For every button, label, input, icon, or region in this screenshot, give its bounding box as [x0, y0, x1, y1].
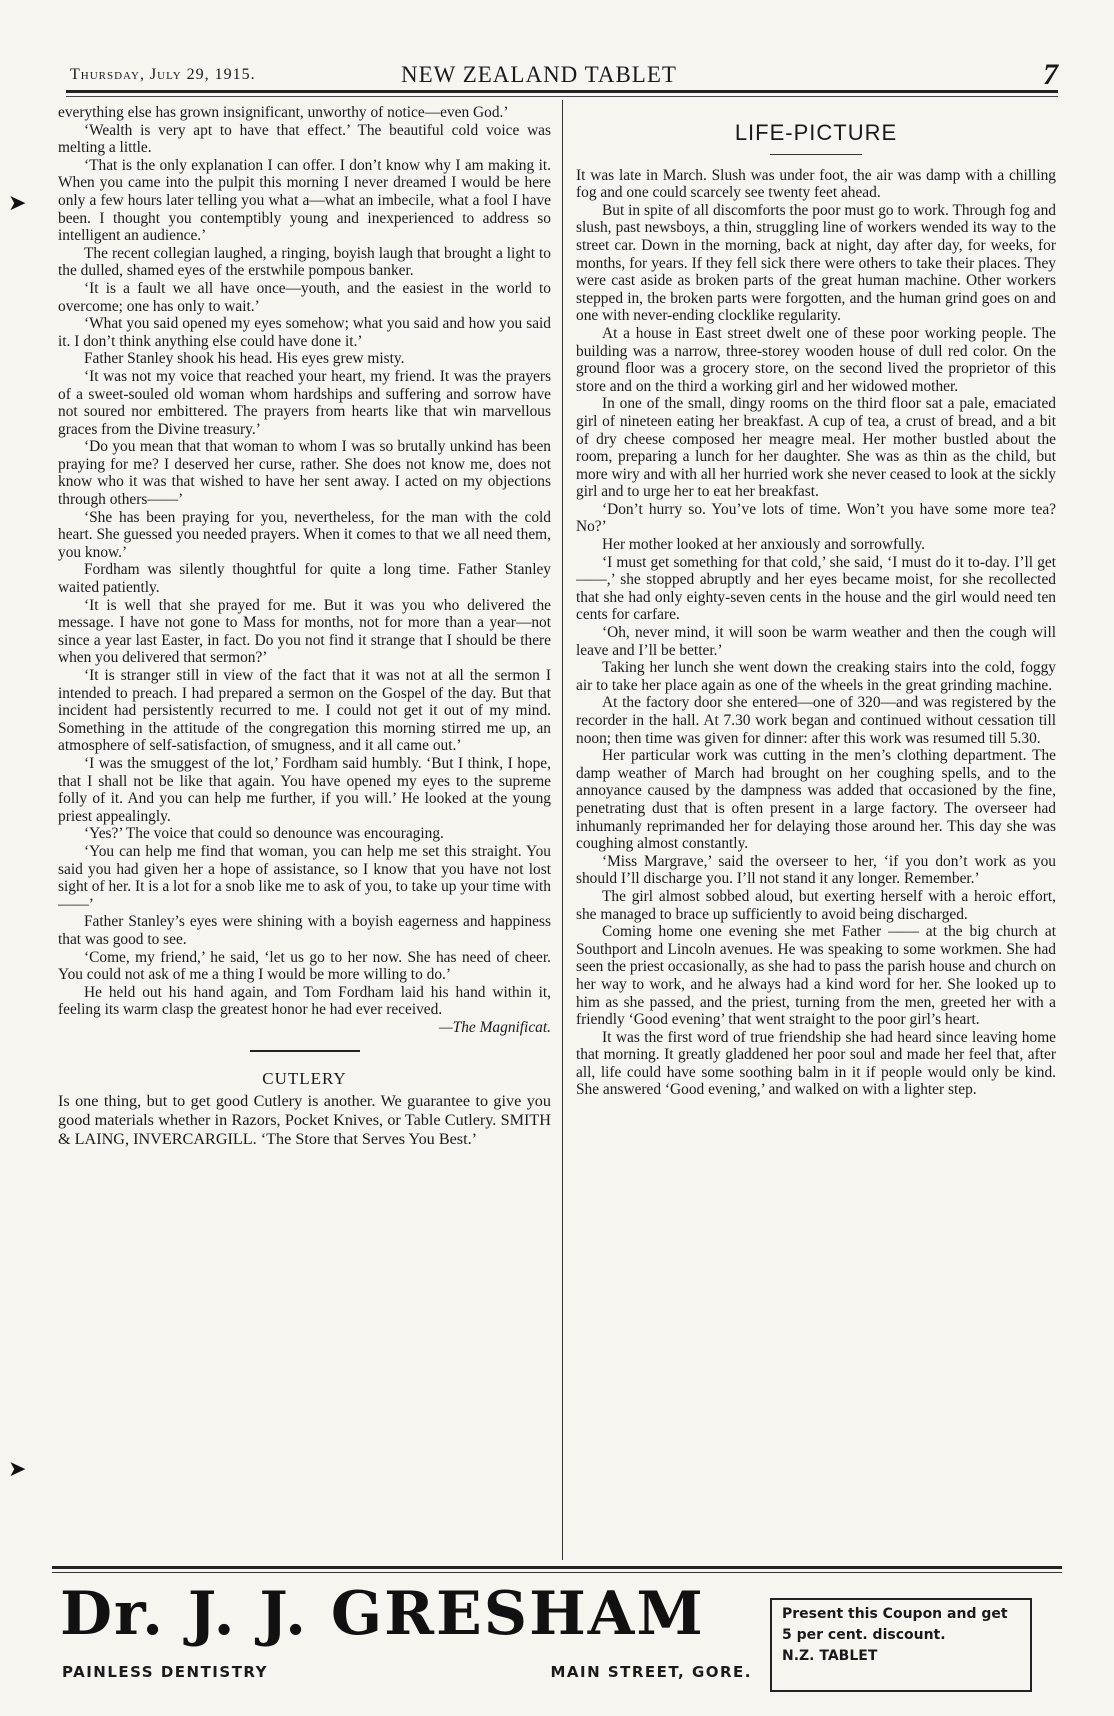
paragraph: —The Magnificat.	[438, 1018, 551, 1036]
paragraph: ‘Wealth is very apt to have that effect.’ The beautiful cold voice was melting a little.	[58, 121, 551, 157]
paragraph: ‘I was the smuggest of the lot,’ Fordham said humbly. ‘But I think, I hope, that I shall not be like that again. You have opened my eyes to the supreme folly of it. And you can help me further, if you will.’ He looked at the young priest appealingly.	[58, 754, 551, 825]
paragraph: ‘Miss Margrave,’ said the overseer to her, ‘if you don’t work as you should I’ll discharge you. I’ll not stand it any longer. Remember.’	[576, 852, 1056, 888]
paragraph: Taking her lunch she went down the creaking stairs into the cold, foggy air to take her place again as one of the wheels in the great grinding machine.	[576, 659, 1056, 694]
paragraph: ‘It is a fault we all have once—youth, and the easiest in the world to overcome; one has only to wait.’	[58, 279, 551, 315]
coupon-line-1: Present this Coupon and get	[782, 1606, 1008, 1622]
publication-title: NEW ZEALAND TABLET	[401, 62, 677, 87]
discount-coupon	[770, 1598, 1032, 1692]
ad-rule	[52, 1566, 1062, 1569]
paragraph: But in spite of all discomforts the poor must go to work. Through fog and slush, past newsboys, a thin, struggling line of workers wended its way to the street car. Down in the morning, back at night, day after day, for weeks, for months, for years. If they fell sick there were others to take their places. They were cast aside as broken parts of the great human machine. Other workers stepped in, the broken parts were forgotten, and the human grind goes on and one with never-ending clocklike regularity.	[576, 201, 1056, 325]
paragraph: Father Stanley’s eyes were shining with a boyish eagerness and happiness that was good to see.	[58, 913, 551, 948]
paragraph: ‘Come, my friend,’ he said, ‘let us go to her now. She has need of cheer. You could not ask of me a thing I would be more willing to do.’	[58, 948, 551, 984]
coupon-line-3: N.Z. TABLET	[782, 1648, 878, 1664]
paragraph: The recent collegian laughed, a ringing, boyish laugh that brought a light to the dulled, shamed eyes of the erstwhile pompous banker.	[58, 244, 551, 280]
paragraph: Coming home one evening she met Father —— at the big church at Southport and Lincoln avenues. He was speaking to some workmen. She had seen the priest occasionally, as she had to pass the parish house and church on her way to work, and he always had a kind word for her. She looked up to him as she passed, and the priest, turning from the men, greeted her with a friendly ‘Good evening’ that went straight to the poor girl’s heart.	[576, 923, 1056, 1029]
life-picture-article	[576, 167, 1056, 1099]
paragraph: Her mother looked at her anxiously and sorrowfully.	[602, 536, 925, 554]
masthead-rule-thin	[66, 96, 1058, 97]
paragraph: Fordham was silently thoughtful for quite a long time. Father Stanley waited patiently.	[58, 561, 551, 597]
paragraph: ‘I must get something for that cold,’ she said, ‘I must do it to-day. I’ll get——,’ she stopped abruptly and her eyes became moist, for she recollected that she had only eighty-seven cents in the house and the girl would need ten cents for carfare.	[576, 553, 1056, 624]
ad-rule-thin	[52, 1572, 1062, 1573]
paragraph: At the factory door she entered—one of 320—and was registered by the recorder in the hall. At 7.30 work began and continued without cessation till noon; then time was given for dinner: after this work was resumed till 5.30.	[576, 694, 1056, 747]
dentist-ad-address: MAIN STREET, GORE.	[550, 1663, 752, 1681]
masthead-rule	[66, 90, 1058, 93]
paragraph: The girl almost sobbed aloud, but exerting herself with a heroic effort, she managed to brace up sufficiently to avoid being discharged.	[576, 887, 1056, 923]
cutlery-ad-heading: CUTLERY	[262, 1069, 347, 1089]
paragraph: He held out his hand again, and Tom Fordham laid his hand within it, feeling its warm clasp the greatest honor he had ever received.	[58, 983, 551, 1019]
paragraph: ‘It is stranger still in view of the fact that it was not at all the sermon I intended to preach. I had prepared a sermon on the Gospel of the day. But that incident had persistently recurred to me. I could not get it out of my mind. Something in the attitude of the congregation this morning stirred me up, an atmosphere of self-satisfaction, of smugness, and it all came out.’	[58, 667, 551, 755]
paragraph: Father Stanley shook his head. His eyes grew misty.	[84, 350, 405, 368]
paragraph: In one of the small, dingy rooms on the third floor sat a pale, emaciated girl of nineteen eating her breakfast. A cup of tea, a crust of bread, and a bit of dry cheese composed her meagre meal. Her mother bustled about the room, preparing a lunch for her daughter. She was as thin as the child, but more wiry and with all her hurried work she never ceased to look at the sickly girl and to urge her to eat her breakfast.	[576, 395, 1056, 501]
story-continuation	[58, 104, 551, 1036]
paragraph: ‘What you said opened my eyes somehow; what you said and how you said it. I don’t think anything else could have done it.’	[58, 315, 551, 350]
paragraph: It was the first word of true friendship she had heard since leaving home that morning. It greatly gladdened her poor soul and made her feel that, after all, life could have some soothing balm in it if people would only be kind. She answered ‘Good evening,’ and walked on with a lighter step.	[576, 1028, 1056, 1099]
page-number: 7	[1043, 58, 1058, 91]
paragraph: Her particular work was cutting in the men’s clothing department. The damp weather of March had brought on her coughing spells, and to the annoyance caused by the dampness was added that occasioned by the fine, penetrating dust that is often present in a large factory. The overseer had inhumanly reprimanded her for delaying those around her. This day she was coughing almost constantly.	[576, 747, 1056, 853]
coupon-line-2: 5 per cent. discount.	[782, 1627, 946, 1643]
paragraph: At a house in East street dwelt one of these poor working people. The building was a narrow, three-storey wooden house of dull red color. On the ground floor was a grocery store, on the second lived the proprietor of this store and on the third a working girl and her widowed mother.	[576, 324, 1056, 395]
right-column	[576, 104, 1056, 1556]
paragraph: ‘That is the only explanation I can offer. I don’t know why I am making it. When you came into the pulpit this morning I never dreamed I would be here only a few hours later telling you what a—what an imbecile, what a fool I have been. I thought you contemptibly young and inexperienced to address so intelligent an audience.’	[58, 156, 551, 245]
coupon-line-3-row	[782, 1646, 1020, 1667]
column-divider	[562, 100, 563, 1560]
cutlery-ad-text: Is one thing, but to get good Cutlery is another. We guarantee to give you good materials whether in Razors, Pocket Knives, or Table Cutlery. SMITH & LAING, INVERCARGILL. ‘The Store that Serves You Best.’	[58, 1092, 551, 1149]
paragraph: ‘She has been praying for you, nevertheless, for the man with the cold heart. She guessed you needed prayers. When it comes to that we all need them, you know.’	[58, 508, 551, 561]
masthead	[66, 58, 1058, 91]
paragraph: ‘Do you mean that that woman to whom I was so brutally unkind has been praying for me? I deserved her curse, rather. She does not know me, does not know who it was that wished to have her sent away. I acted on my objections through others——’	[58, 438, 551, 509]
paragraph: ‘It is well that she prayed for me. But it was you who delivered the message. I have not gone to Mass for months, not for more than a year—not since a year last Easter, in fact. Do you not find it strange that I should be there when you delivered that sermon?’	[58, 596, 551, 667]
paragraph: ‘It was not my voice that reached your heart, my friend. It was the prayers of a sweet-souled old woman whom hardships and suffering and sorrow have not soured nor embittered. The prayers from hearts like that win marvellous graces from the Divine treasury.’	[58, 367, 551, 438]
dentist-ad-subline	[62, 1663, 752, 1681]
issue-date: Thursday, July 29, 1915.	[70, 66, 256, 83]
paragraph: ‘Yes?’ The voice that could so denounce was encouraging.	[84, 825, 444, 843]
paragraph: everything else has grown insignificant, unworthy of notice—even God.’	[58, 104, 509, 121]
margin-mark-icon: ➤	[8, 190, 27, 215]
left-column	[58, 104, 551, 1556]
paragraph: ‘Don’t hurry so. You’ve lots of time. Won’t you have some more tea? No?’	[576, 500, 1056, 536]
paragraph: ‘You can help me find that woman, you can help me set this straight. You said you had given her a hope of assistance, so I know that you have not lost sight of her. It is a lot for a snob like me to ask of you, to take up your time with——’	[58, 842, 551, 913]
paragraph: ‘Oh, never mind, it will soon be warm weather and then the cough will leave and I’ll be better.’	[576, 624, 1056, 659]
dentist-ad-service: PAINLESS DENTISTRY	[62, 1663, 269, 1681]
article-title: LIFE-PICTURE	[734, 120, 898, 145]
story-end-rule	[250, 1050, 360, 1052]
margin-mark-icon: ➤	[8, 1456, 27, 1481]
title-rule	[770, 154, 862, 155]
dentist-ad-name: Dr. J. J. GRESHAM	[60, 1579, 705, 1649]
paragraph: It was late in March. Slush was under foot, the air was damp with a chilling fog and one could scarcely see twenty feet ahead.	[576, 166, 1056, 202]
